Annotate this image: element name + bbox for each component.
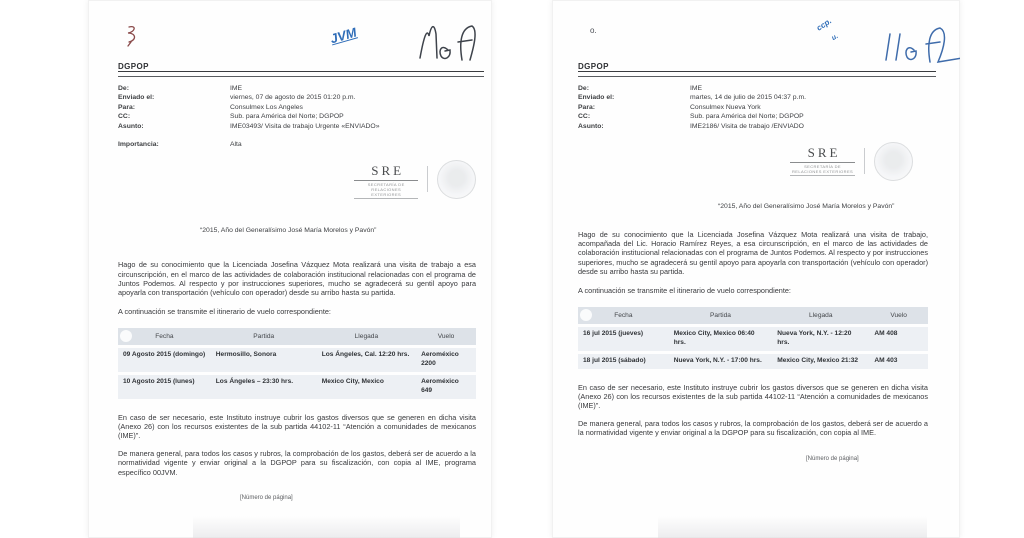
meta-row: [118, 84, 476, 93]
col-header-partida: Partida: [669, 307, 773, 324]
meta-label: Para:: [578, 103, 596, 111]
meta-value: IME: [230, 85, 243, 92]
meta-label: CC:: [578, 113, 591, 121]
meta-label: Enviado el:: [578, 94, 615, 102]
sre-caption-line1: SECRETARÍA DE: [804, 164, 841, 170]
ink-mark-icon: [124, 24, 140, 48]
page-number-placeholder: [Número de página]: [806, 455, 859, 462]
page-left-content: [88, 22, 492, 501]
sre-acronym: SRE: [354, 163, 418, 181]
logo-divider: [864, 148, 865, 174]
itinerary-intro: A continuación se transmite el itinerario de vuelo correspondiente:: [118, 307, 331, 317]
cell-partida: Nueva York, N.Y. - 17:00 hrs.: [669, 354, 773, 369]
importance-label: Importancia:: [118, 141, 159, 149]
scan-smudge: [193, 516, 460, 538]
meta-row: [578, 84, 928, 93]
col-header-partida: Partida: [211, 328, 317, 345]
meta-row: [118, 103, 476, 112]
table-header-row: [118, 328, 476, 345]
page-right-content: [552, 16, 960, 462]
org-title: DGPOP: [118, 62, 149, 71]
document-page-left: [88, 0, 492, 538]
col-header-fecha: Fecha: [118, 328, 211, 345]
meta-label: Para:: [118, 103, 136, 111]
meta-value: Sub. para América del Norte; DGPOP: [690, 113, 804, 121]
meta-value: Sub. para América del Norte; DGPOP: [230, 113, 344, 121]
meta-value: IME: [690, 85, 703, 92]
header-rule: [578, 71, 936, 77]
intro-paragraph: Hago de su conocimiento que la Licenciada Josefina Vázquez Mota realizará una visita de trabajo, acompañada del Lic. Horacio Ramírez Reyes, a esa circunscripción, en el marco de las actividades de colaboración institucional relacionadas con el programa de Juntos Podemos. Al respecto y por instrucciones superiores, mucho se agradecerá su gentil apoyo para apoyarla con transportación (vehículo con operador) desde su arribo hasta su partida.: [578, 230, 928, 276]
cell-fecha: 16 jul 2015 (jueves): [578, 327, 669, 351]
cell-vuelo: AM 408: [869, 327, 928, 351]
closing-paragraph-2: De manera general, para todos los casos y rubros, la comprobación de los gastos, deberá ser de acuerdo a la normatividad vigente y enviar original a la DGPOP para su fiscalización, con copia al IME.: [578, 419, 928, 438]
closing-paragraph-1: En caso de ser necesario, este Instituto instruye cubrir los gastos diversos que se generen en dicha visita (Anexo 26) con los recursos existentes de la sub partida 44102-11 “Atención a comunidades de mexicanos (IME)”.: [118, 412, 476, 441]
handwriting-layer: [578, 16, 928, 62]
signature-scribble-icon: [414, 20, 492, 66]
header-rule: [118, 71, 484, 77]
importance-row: [118, 140, 476, 149]
flight-itinerary-table: [578, 304, 928, 371]
sre-logotype: [354, 163, 418, 199]
motto-line: “2015, Año del Generalísimo José María Morelos y Pavón”: [718, 203, 895, 211]
col-header-fecha: Fecha: [578, 307, 669, 324]
email-meta: [578, 84, 928, 131]
closing-paragraph-2: De manera general, para todos los casos y rubros, la comprobación de los gastos, deberá ser de acuerdo a la normatividad vigente y enviar original a la DGPOP para su fiscalización, con copia al IME, programa específico 00JVM.: [118, 449, 476, 477]
email-meta: [118, 84, 476, 131]
cell-llegada: Los Ángeles, Cal. 12:20 hrs.: [317, 348, 416, 372]
handwritten-note: JVM: [328, 24, 359, 47]
meta-row: [118, 93, 476, 102]
meta-value: IME03493/ Visita de trabajo Urgente «ENVIADO»: [230, 122, 380, 130]
meta-label: De:: [578, 85, 589, 92]
handwritten-note: ccp.: [814, 16, 834, 33]
meta-value: Consulmex Los Angeles: [230, 103, 303, 111]
col-header-llegada: Llegada: [317, 328, 416, 345]
cell-llegada: Mexico City, Mexico 21:32: [772, 354, 869, 369]
sre-seal-icon: [874, 142, 913, 181]
table-header-row: [578, 307, 928, 324]
meta-row: [118, 112, 476, 121]
meta-row: [118, 122, 476, 131]
cell-partida: Hermosillo, Sonora: [211, 348, 317, 372]
cell-fecha: 10 Agosto 2015 (lunes): [118, 375, 211, 399]
meta-row: [578, 103, 928, 112]
meta-value: viernes, 07 de agosto de 2015 01:20 p.m.: [230, 94, 356, 102]
meta-value: Consulmex Nueva York: [690, 103, 761, 111]
intro-paragraph: Hago de su conocimiento que la Licenciada Josefina Vázquez Mota realizará una visita de trabajo a esa circunscripción, en el marco de las actividades de colaboración institucional relacionadas con el programa de Juntos Podemos. Al respecto y por instrucciones superiores, mucho se agradecerá su gentil apoyo para apoyarla con transportación (vehículo con operador) desde su arribo hasta su partida.: [118, 260, 476, 298]
sre-logotype: [790, 145, 855, 176]
meta-label: Asunto:: [578, 122, 604, 130]
cell-partida: Los Ángeles – 23:30 hrs.: [211, 375, 317, 399]
table-row: [118, 348, 476, 372]
meta-value: martes, 14 de julio de 2015 04:37 p.m.: [690, 94, 806, 102]
cell-fecha: 09 Agosto 2015 (domingo): [118, 348, 211, 372]
sre-acronym: SRE: [790, 145, 855, 163]
importance-value: Alta: [230, 141, 242, 149]
cell-llegada: Mexico City, Mexico: [317, 375, 416, 399]
cell-vuelo: Aeroméxico 649: [416, 375, 476, 399]
ink-mark-icon: o.: [590, 26, 597, 35]
meta-label: Asunto:: [118, 122, 144, 130]
meta-label: Enviado el:: [118, 94, 155, 102]
col-header-vuelo: Vuelo: [869, 307, 928, 324]
meta-row: [578, 112, 928, 121]
meta-value: IME2186/ Visita de trabajo /ENVIADO: [690, 122, 804, 130]
cell-llegada: Nueva York, N.Y. - 12:20 hrs.: [772, 327, 869, 351]
document-page-right: [552, 0, 960, 538]
meta-row: [578, 122, 928, 131]
logo-divider: [427, 166, 428, 192]
motto-line: “2015, Año del Generalísimo José María Morelos y Pavón”: [200, 227, 377, 235]
table-row: [578, 327, 928, 351]
sre-logo-block: [354, 163, 476, 199]
table-row: [118, 375, 476, 399]
page-number-placeholder: [Número de página]: [240, 494, 293, 501]
sre-caption: [354, 181, 418, 199]
handwritten-note-extra: u.: [830, 32, 840, 43]
signature-scribble-icon: [878, 20, 960, 66]
sre-caption-line2: RELACIONES EXTERIORES: [371, 187, 402, 198]
sre-seal-icon: [437, 160, 476, 199]
meta-label: CC:: [118, 113, 131, 121]
sre-logo-block: [790, 145, 913, 181]
closing-paragraph-1: En caso de ser necesario, este Instituto instruye cubrir los gastos diversos que se generen en dicha visita (Anexo 26) con los recursos existentes de la sub partida 44102-11 “Atención a comunidades de mexicanos (IME)”.: [578, 382, 928, 411]
col-header-vuelo: Vuelo: [416, 328, 476, 345]
scan-smudge: [658, 516, 927, 538]
cell-vuelo: Aeroméxico 2200: [416, 348, 476, 372]
sre-caption-line1: SECRETARÍA DE: [367, 182, 405, 188]
meta-row: [578, 93, 928, 102]
meta-label: De:: [118, 85, 129, 92]
cell-partida: Mexico City, Mexico 06:40 hrs.: [669, 327, 773, 351]
col-header-llegada: Llegada: [772, 307, 869, 324]
handwriting-layer: [118, 22, 476, 62]
cell-fecha: 18 jul 2015 (sábado): [578, 354, 669, 369]
itinerary-intro: A continuación se transmite el itinerario de vuelo correspondiente:: [578, 286, 791, 296]
org-title: DGPOP: [578, 62, 609, 71]
table-row: [578, 354, 928, 369]
flight-itinerary-table: [118, 325, 476, 401]
sre-caption: [790, 163, 855, 176]
sre-caption-line2: RELACIONES EXTERIORES: [792, 169, 854, 175]
cell-vuelo: AM 403: [869, 354, 928, 369]
